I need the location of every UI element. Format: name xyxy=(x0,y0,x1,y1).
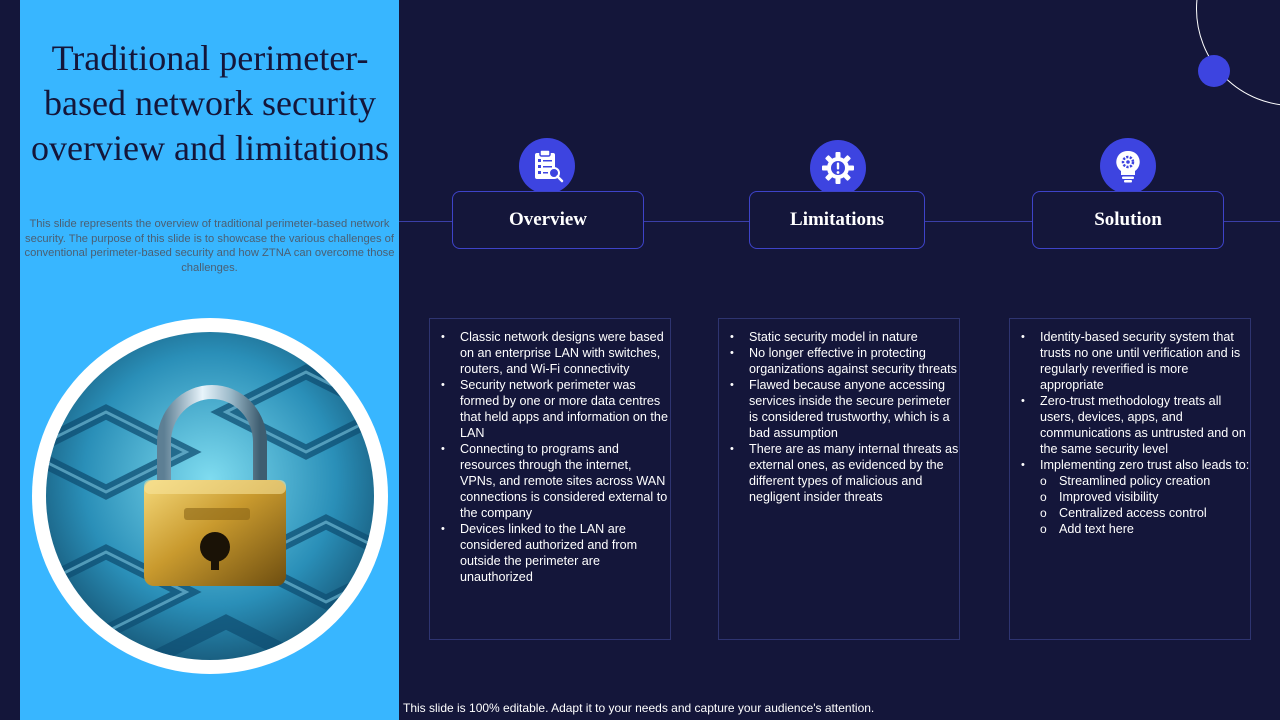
padlock-image xyxy=(46,332,374,660)
list-item: • Static security model in nature xyxy=(719,329,959,345)
section-header-limitations: Limitations xyxy=(749,191,925,249)
section-header-overview: Overview xyxy=(452,191,644,249)
section-content-overview xyxy=(429,318,671,640)
list-item: • Devices linked to the LAN are considered authorized and from outside the perimeter are unauthorized xyxy=(430,521,670,585)
sub-list-item: o Centralized access control xyxy=(1010,505,1250,521)
list-item: • Classic network designs were based on an enterprise LAN with switches, routers, and Wi-Fi connectivity xyxy=(430,329,670,377)
decorative-ring xyxy=(1196,0,1280,106)
clipboard-search-icon xyxy=(519,138,575,194)
sub-list-item: o Streamlined policy creation xyxy=(1010,473,1250,489)
sub-list-item: o Improved visibility xyxy=(1010,489,1250,505)
list-item: • Connecting to programs and resources through the internet, VPNs, and remote sites across WAN connections is considered external to the company xyxy=(430,441,670,521)
padlock-photo-frame xyxy=(32,318,388,674)
sub-list-item: o Add text here xyxy=(1010,521,1250,537)
section-header-solution: Solution xyxy=(1032,191,1224,249)
section-content-limitations xyxy=(718,318,960,640)
list-item: • Flawed because anyone accessing services inside the secure perimeter is considered trustworthy, which is a bad assumption xyxy=(719,377,959,441)
slide-title: Traditional perimeter-based network security overview and limitations xyxy=(31,38,389,168)
list-item: • No longer effective in protecting organizations against security threats xyxy=(719,345,959,377)
lightbulb-gear-icon xyxy=(1100,138,1156,194)
gear-warning-icon xyxy=(810,140,866,196)
list-item: • Implementing zero trust also leads to: xyxy=(1010,457,1250,473)
list-item: • Zero-trust methodology treats all users, devices, apps, and communications as untrusted and on the same security level xyxy=(1010,393,1250,457)
slide-footer: This slide is 100% editable. Adapt it to your needs and capture your audience's attention. xyxy=(403,701,875,715)
padlock-photo xyxy=(46,332,374,660)
decorative-dot xyxy=(1198,55,1230,87)
list-item: • There are as many internal threats as external ones, as evidenced by the different types of malicious and negligent insider threats xyxy=(719,441,959,505)
section-content-solution xyxy=(1009,318,1251,640)
list-item: • Identity-based security system that trusts no one until verification and is regularly reverified is more appropriate xyxy=(1010,329,1250,393)
slide-subtitle: This slide represents the overview of traditional perimeter-based network security. The purpose of this slide is to showcase the various challenges of conventional perimeter-based security and how ZTNA can overcome those challenges. xyxy=(24,218,395,274)
list-item: • Security network perimeter was formed by one or more data centres that held apps and information on the LAN xyxy=(430,377,670,441)
